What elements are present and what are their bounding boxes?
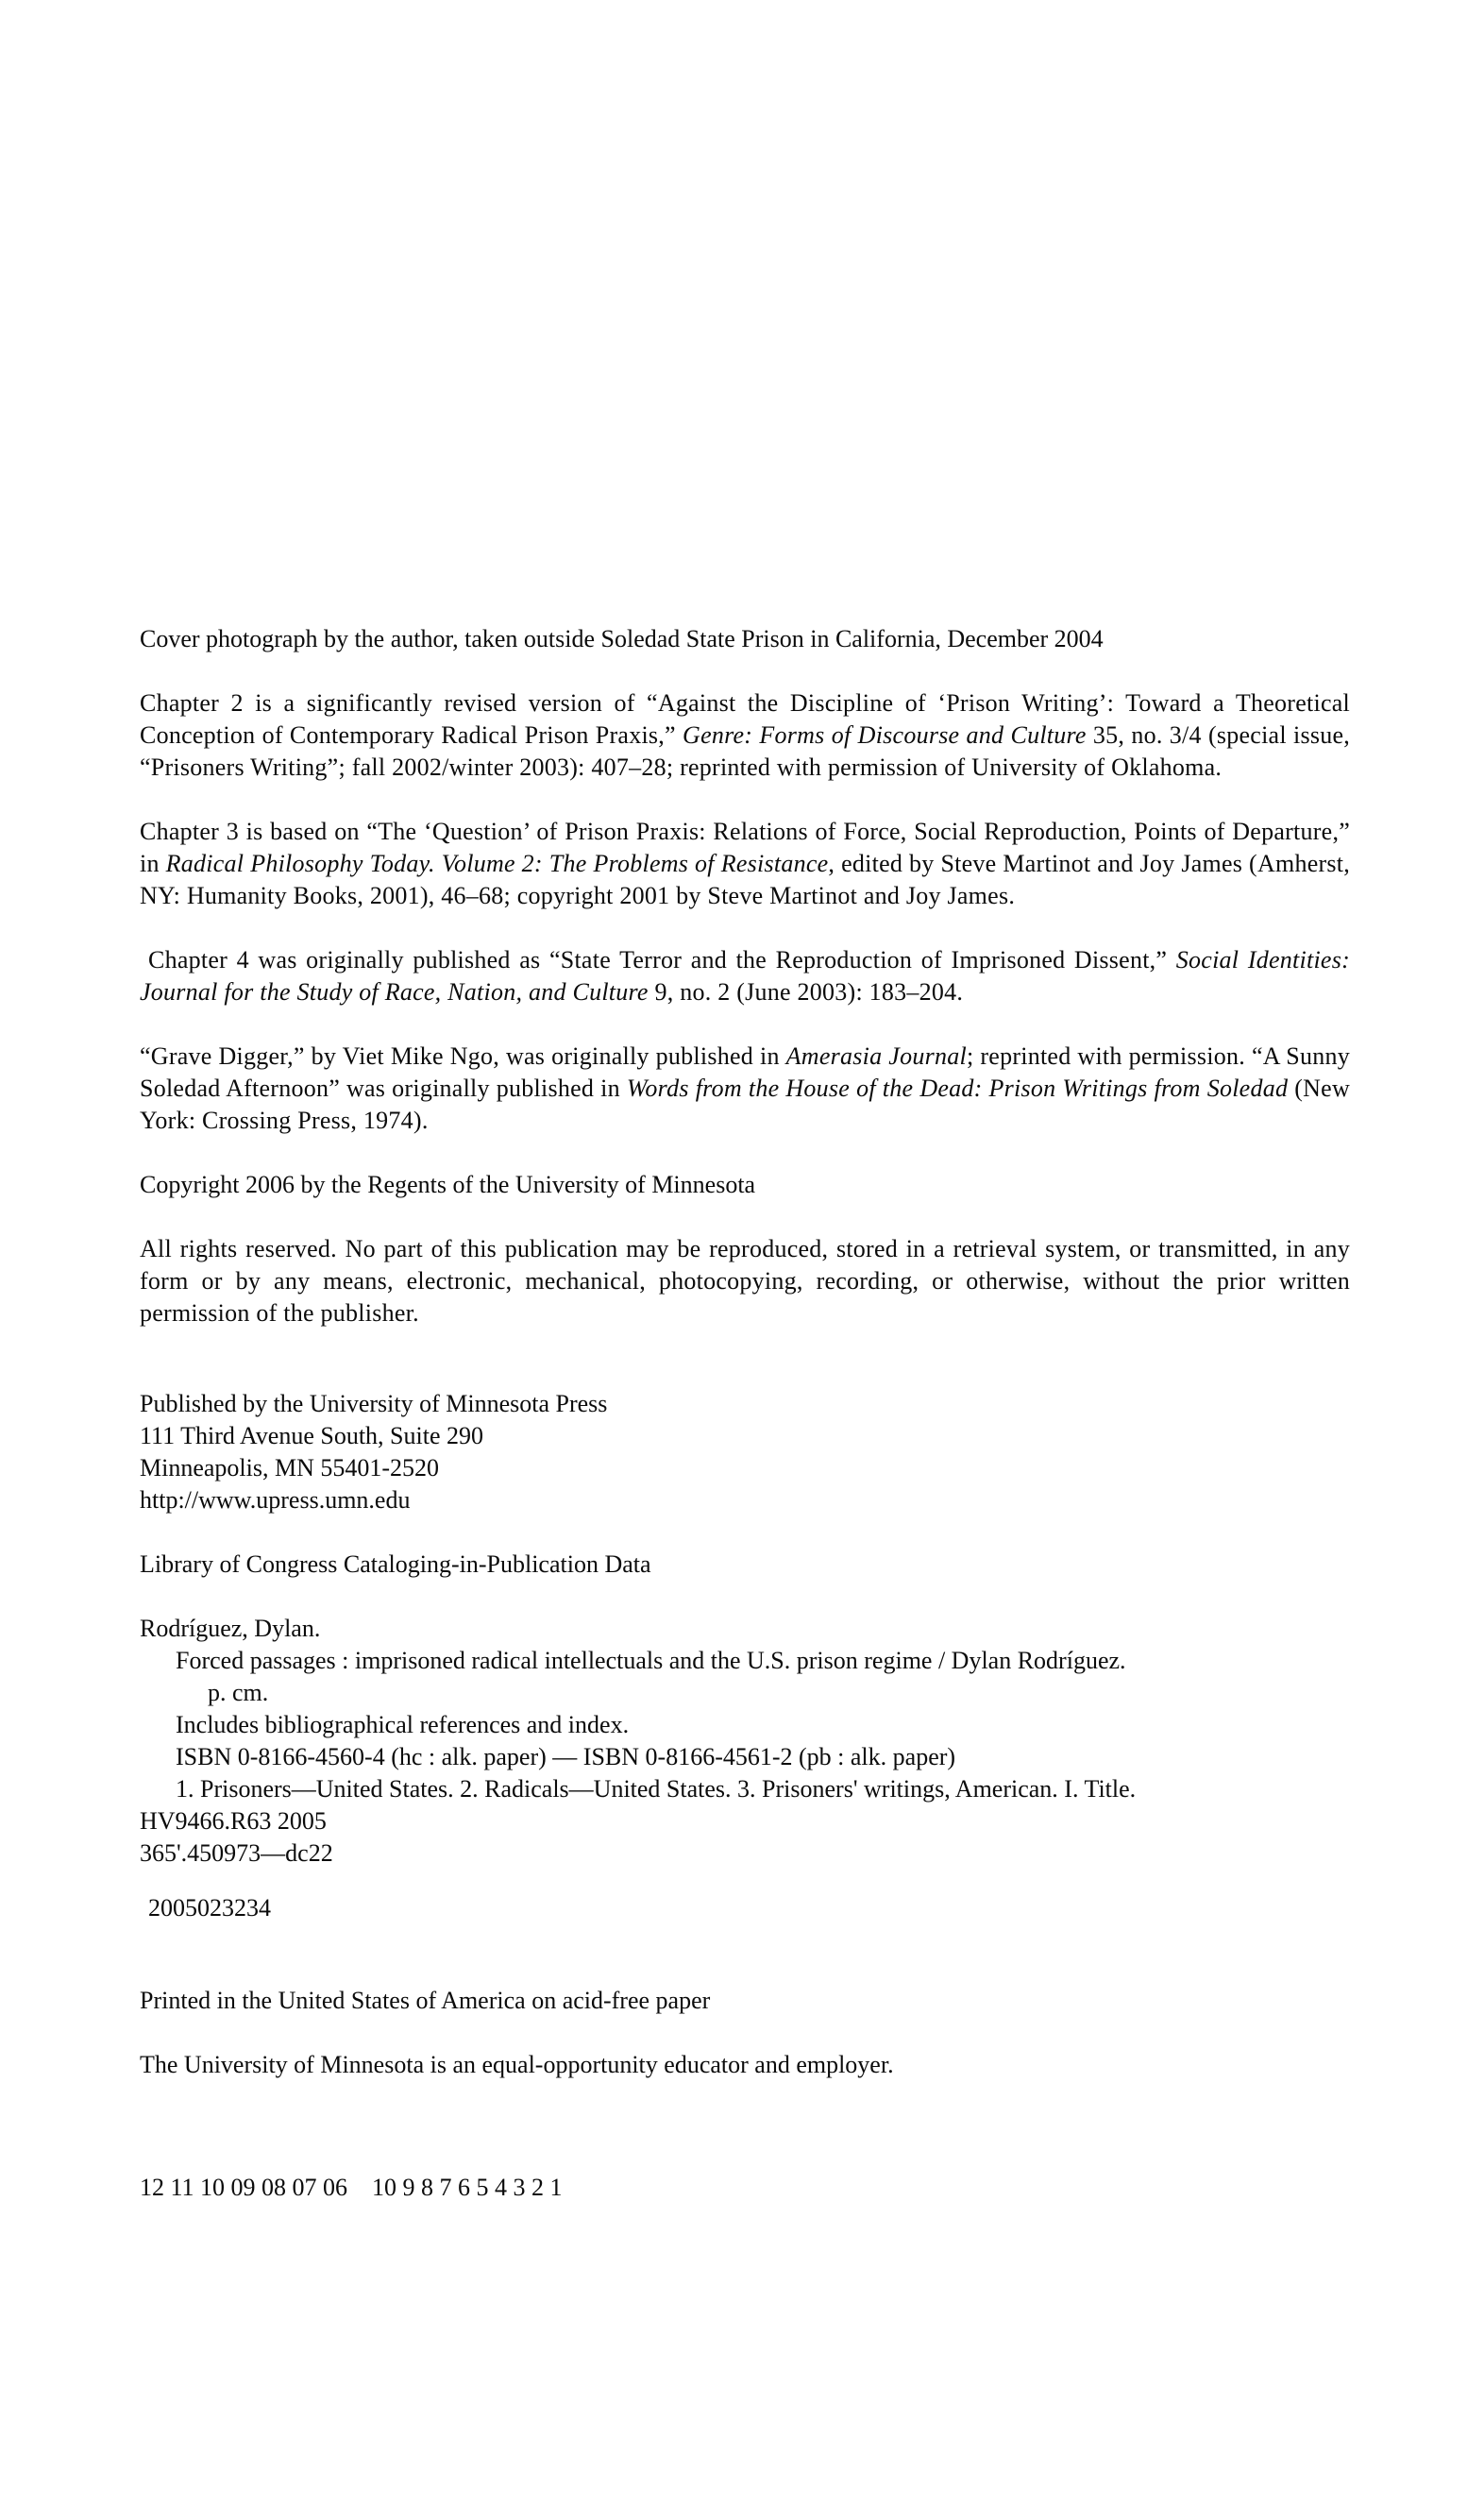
text-segment: ; reprinted with permission. “A Sunny Soledad Afternoon” was originally published in <box>140 1042 1351 1102</box>
printed-in-usa-note: Printed in the United States of America on acid-free paper <box>140 1987 711 2014</box>
loc-cip-heading: Library of Congress Cataloging-in-Publication Data <box>140 1550 651 1578</box>
cip-data-block <box>140 1613 1350 1870</box>
italic-title-segment: Words from the House of the Dead: Prison Writings from Soledad <box>626 1075 1289 1102</box>
italic-title-segment: Radical Philosophy Today. Volume 2: The Problems of Resistance <box>165 850 829 877</box>
italic-title-segment: Social Identities: Journal for the Study of Race, Nation, and Culture <box>140 946 1350 1006</box>
text-line: http://www.upress.umn.edu <box>140 1486 411 1514</box>
equal-opportunity-note: The University of Minnesota is an equal-opportunity educator and employer. <box>140 2051 894 2078</box>
text-line: Forced passages : imprisoned radical intellectuals and the U.S. prison regime / Dylan Rodríguez. <box>176 1647 1126 1674</box>
text-line: 1. Prisoners—United States. 2. Radicals—United States. 3. Prisoners' writings, American. I. Title. <box>176 1775 1137 1803</box>
text-line: Minneapolis, MN 55401-2520 <box>140 1454 440 1482</box>
copyright-line: Copyright 2006 by the Regents of the University of Minnesota <box>140 1171 756 1198</box>
cover-photo-credit: Cover photograph by the author, taken outside Soledad State Prison in California, December 2004 <box>140 625 1104 652</box>
text-line: 365'.450973—dc22 <box>140 1839 333 1867</box>
text-segment: , edited by Steve Martinot and Joy James (Amherst, NY: Humanity Books, 2001), 46–68; copyright 2001 by Steve Martinot and Joy James. <box>140 850 1350 909</box>
italic-title-segment: Amerasia Journal <box>785 1042 967 1070</box>
text-line: Published by the University of Minnesota Press <box>140 1390 608 1417</box>
text-line: HV9466.R63 2005 <box>140 1807 327 1835</box>
text-line: p. cm. <box>208 1679 269 1706</box>
lccn-number: 2005023234 <box>148 1894 271 1922</box>
text-segment: “Grave Digger,” by Viet Mike Ngo, was originally published in <box>140 1042 786 1070</box>
text-segment: 9, no. 2 (June 2003): 183–204. <box>648 978 964 1006</box>
text-segment: (New York: Crossing Press, 1974). <box>140 1075 1350 1134</box>
publisher-address-block <box>140 1388 1350 1516</box>
text-line: Rodríguez, Dylan. <box>140 1615 321 1642</box>
poems-permission-note <box>140 1041 1350 1137</box>
text-segment: 35, no. 3/4 (special issue, “Prisoners Writing”; fall 2002/winter 2003): 407–28; reprinted with permission of University of Oklahoma. <box>140 721 1351 781</box>
text-segment: Chapter 3 is based on “The ‘Question’ of Prison Praxis: Relations of Force, Social Reproduction, Points of Departure,” in <box>140 818 1350 877</box>
chapter3-permission-note <box>140 816 1350 912</box>
text-line: Includes bibliographical references and index. <box>176 1711 630 1738</box>
italic-title-segment: Genre: Forms of Discourse and Culture <box>683 721 1087 749</box>
all-rights-reserved-note: All rights reserved. No part of this publication may be reproduced, stored in a retrieval system, or transmitted, in any form or by any means, electronic, mechanical, photocopying, recording, or otherwise, without the prior written permission of the publisher. <box>140 1235 1350 1327</box>
chapter2-permission-note <box>140 687 1350 784</box>
print-run-numbers: 12 11 10 09 08 07 06 10 9 8 7 6 5 4 3 2 1 <box>140 2174 563 2201</box>
text-segment: Chapter 4 was originally published as “State Terror and the Reproduction of Imprisoned Dissent,” <box>148 946 1176 974</box>
text-segment: Chapter 2 is a significantly revised version of “Against the Discipline of ‘Prison Writing’: Toward a Theoretical Conception of Contemporary Radical Prison Praxis,” <box>140 689 1350 749</box>
text-line: 111 Third Avenue South, Suite 290 <box>140 1422 483 1449</box>
text-line: ISBN 0-8166-4560-4 (hc : alk. paper) — ISBN 0-8166-4561-2 (pb : alk. paper) <box>176 1743 956 1770</box>
chapter4-permission-note <box>140 944 1350 1008</box>
